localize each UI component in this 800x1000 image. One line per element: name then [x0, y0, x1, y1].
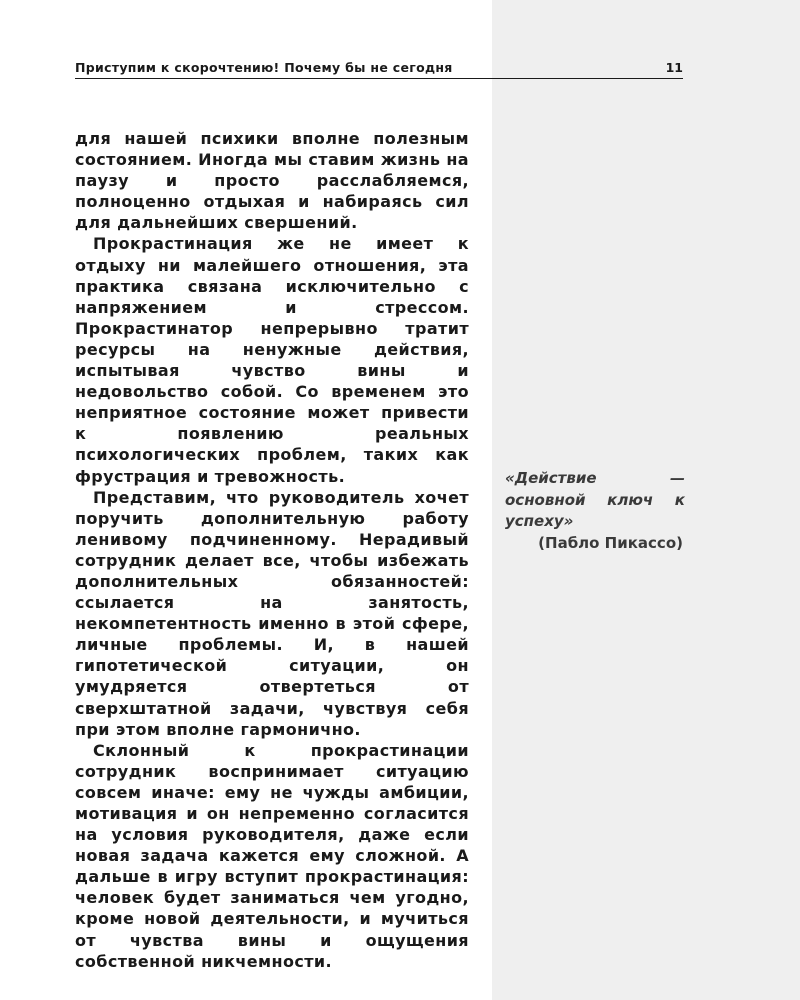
paragraph: Представим, что руководитель хочет поручить дополнительную работу ленивому подчиненному. Нерадивый сотрудник делает все, чтобы избежать дополнительных обязанностей: ссылается на занятость, некомпетентность именно в этой сфере, личные проблемы. И, в нашей гипотетической ситуации, он умудряется отвертеться от сверхштатной задачи, чувствуя себя при этом вполне гармонично.: [75, 487, 469, 739]
quote-text: «Действие — основной ключ к успеху»: [505, 469, 685, 530]
quote-author: (Пабло Пикассо): [538, 533, 683, 552]
page-header: [75, 60, 683, 79]
paragraph: Склонный к прокрастинации сотрудник воспринимает ситуацию совсем иначе: ему не чужды амбиции, мотивация и он непременно согласится на условия руководителя, даже если новая задача кажется ему сложной. А дальше в игру вступит прокрастинация: человек будет заниматься чем угодно, кроме новой деятельности, и мучиться от чувства вины и ощущения собственной никчемности.: [75, 740, 469, 971]
page-number: 11: [665, 60, 683, 75]
paragraph: Прокрастинация же не имеет к отдыху ни малейшего отношения, эта практика связана исключительно с напряжением и стрессом. Прокрастинатор непрерывно тратит ресурсы на ненужные действия, испытывая чувство вины и недовольство собой. Со временем это неприятное состояние может привести к появлению реальных психологических проблем, таких как фрустрация и тревожность.: [75, 234, 469, 486]
sidebar-quote: [505, 468, 685, 554]
paragraph: для нашей психики вполне полезным состоянием. Иногда мы ставим жизнь на паузу и просто расслабляемся, полноценно отдыхая и набираясь сил для дальнейших свершений.: [75, 129, 469, 233]
main-text: [75, 128, 469, 972]
running-title: Приступим к скорочтению! Почему бы не сегодня: [75, 60, 453, 75]
